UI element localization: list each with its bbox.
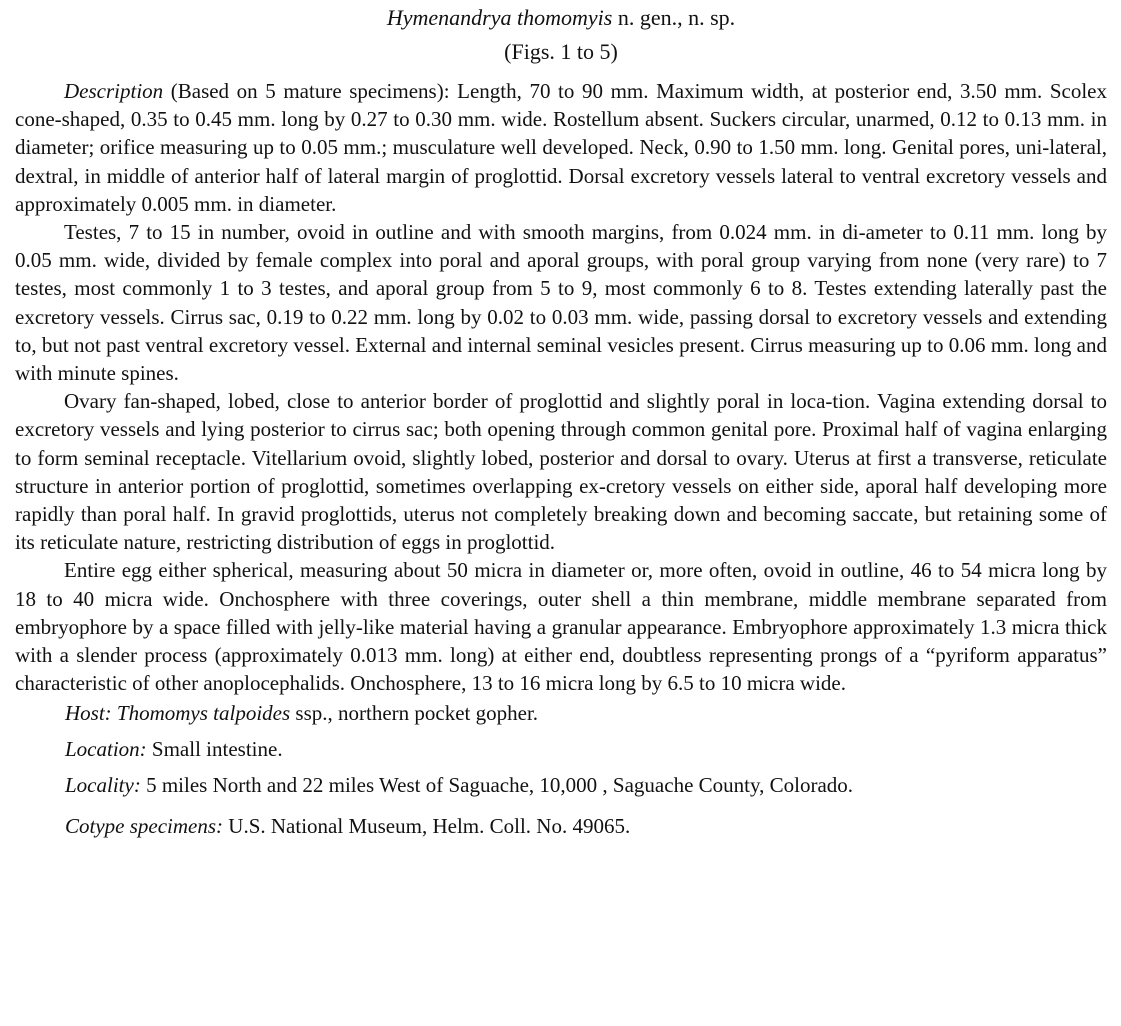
- taxon-status: n. gen., n. sp.: [612, 5, 736, 30]
- description-text: (Based on 5 mature specimens): Length, 70 to 90 mm. Maximum width, at posterior end, 3.50 mm. Scolex cone-shaped, 0.35 to 0.45 mm. long by 0.27 to 0.30 mm. wide. Rostellum absent. Suckers circular, unarmed, 0.12 to 0.13 mm. in diameter; orifice measuring up to 0.05 mm.; musculature well developed. Neck, 0.90 to 1.50 mm. long. Genital pores, uni-lateral, dextral, in middle of anterior half of lateral margin of proglottid. Dorsal excretory vessels lateral to ventral excretory vessels and approximately 0.005 mm. in diameter.: [15, 79, 1107, 216]
- species-title: [15, 4, 1107, 32]
- document-page: [15, 0, 1107, 840]
- location-label: Location:: [65, 737, 147, 762]
- cotype-label: Cotype specimens:: [65, 814, 224, 839]
- location-line: [15, 735, 1107, 763]
- host-species: Thomomys talpoides: [116, 701, 291, 726]
- locality-label: Locality:: [65, 773, 141, 798]
- locality-line: [15, 771, 1107, 799]
- cotype-value: U.S. National Museum, Helm. Coll. No. 49065.: [223, 814, 631, 839]
- description-label: Description: [64, 79, 164, 103]
- species-name: Hymenandrya thomomyis: [386, 5, 613, 30]
- egg-paragraph: Entire egg either spherical, measuring about 50 micra in diameter or, more often, ovoid in outline, 46 to 54 micra long by 18 to 40 micra wide. Onchosphere with three coverings, outer shell a thin membrane, middle membrane separated from embryophore by a space filled with jelly-like material having a granular appearance. Embryophore approximately 1.3 micra thick with a slender process (approximately 0.013 mm. long) at either end, doubtless representing prongs of a “pyriform apparatus” characteristic of other anoplocephalids. Onchosphere, 13 to 16 micra long by 6.5 to 10 micra wide.: [15, 558, 1107, 696]
- description-paragraph: [15, 77, 1107, 218]
- host-line: [15, 699, 1107, 727]
- location-value: Small intestine.: [146, 737, 283, 762]
- testes-paragraph: Testes, 7 to 15 in number, ovoid in outline and with smooth margins, from 0.024 mm. in di-ameter to 0.11 mm. long by 0.05 mm. wide, divided by female complex into poral and aporal groups, with poral group varying from none (very rare) to 7 testes, most commonly 1 to 3 testes, and aporal group from 5 to 9, most commonly 6 to 8. Testes extending laterally past the excretory vessels. Cirrus sac, 0.19 to 0.22 mm. long by 0.02 to 0.03 mm. wide, passing dorsal to excretory vessels and extending to, but not past ventral excretory vessel. External and internal seminal vesicles present. Cirrus measuring up to 0.06 mm. long and with minute spines.: [15, 220, 1107, 386]
- cotype-line: [15, 812, 1107, 840]
- ovary-paragraph: Ovary fan-shaped, lobed, close to anterior border of proglottid and slightly poral in loca-tion. Vagina extending dorsal to excretory vessels and lying posterior to cirrus sac; both opening through common genital pore. Proximal half of vagina enlarging to form seminal receptacle. Vitellarium ovoid, slightly lobed, posterior and dorsal to ovary. Uterus at first a transverse, reticulate structure in anterior portion of proglottid, sometimes overlapping ex-cretory vessels on either side, aporal half developing more rapidly than poral half. In gravid proglottids, uterus not completely breaking down and becoming saccate, but retaining some of its reticulate nature, restricting distribution of eggs in proglottid.: [15, 389, 1107, 555]
- figure-reference: (Figs. 1 to 5): [504, 39, 618, 64]
- host-label: Host:: [65, 701, 112, 726]
- locality-value: 5 miles North and 22 miles West of Saguache, 10,000 , Saguache County, Colorado.: [140, 773, 854, 798]
- host-rest: ssp., northern pocket gopher.: [290, 701, 539, 726]
